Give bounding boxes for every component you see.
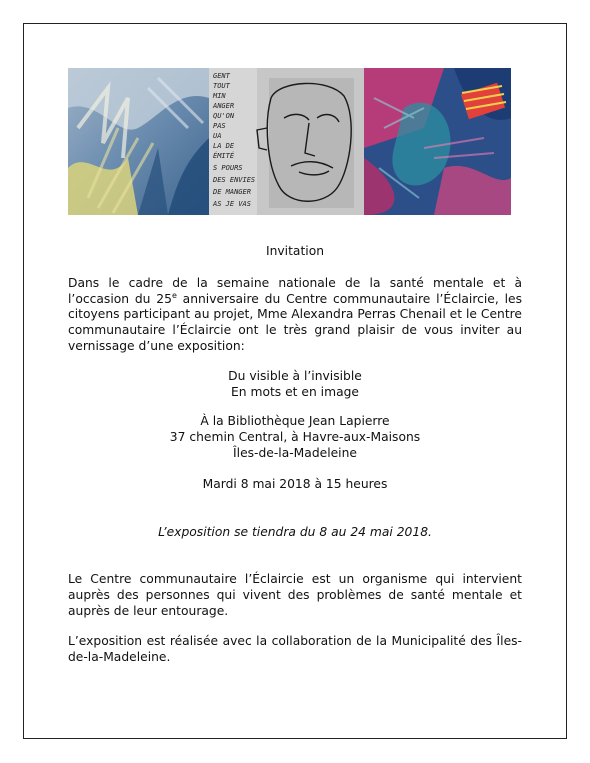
venue-name: À la Bibliothèque Jean Lapierre <box>200 414 390 429</box>
artwork-text-line: DE MANGER <box>213 188 251 196</box>
artwork-text-line: AS JE VAS <box>213 200 251 208</box>
artwork-text-line: UA <box>213 132 222 140</box>
artwork-panel-abstract-magenta <box>364 68 511 215</box>
artwork-text-line: MIN <box>213 92 226 100</box>
venue-region: Îles-de-la-Madeleine <box>233 445 357 460</box>
event-datetime: Mardi 8 mai 2018 à 15 heures <box>202 476 388 491</box>
intro-paragraph <box>68 276 522 355</box>
artwork-text-line: TOUT <box>213 82 230 90</box>
intro-text-part2: anniversaire du Centre communautaire l’Éclaircie, les citoyens participant au projet, Mme Alexandra Perras Chenail et le Centre communautaire l’Éclaircie ont le très grand plaisir de vous inviter au vernissage d’une exposition: <box>68 291 522 353</box>
artwork-text-line: QU'ON <box>213 112 235 120</box>
intro-text-part1: Dans le cadre de la semaine nationale de la santé mentale et à l’occasion du 25 <box>68 275 522 306</box>
exhibition-title-line1: Du visible à l’invisible <box>228 368 362 383</box>
artwork-text-line: ÉMITÉ <box>213 152 235 160</box>
venue-address: 37 chemin Central, à Havre-aux-Maisons <box>169 430 421 445</box>
artwork-banner <box>68 68 511 215</box>
artwork-text-line: LA DE <box>213 142 235 150</box>
artwork-text-line: DES ENVIES <box>213 176 256 184</box>
invitation-body <box>68 244 522 665</box>
invitation-title: Invitation <box>265 244 325 258</box>
artwork-text-line: S POURS <box>213 164 243 172</box>
artwork-text-line: ANGER <box>213 102 235 110</box>
about-paragraph: Le Centre communautaire l’Éclaircie est un organisme qui intervient auprès des personnes qui vivent des problèmes de santé mentale et auprès de leur entourage. <box>68 572 522 618</box>
artwork-text-line: GENT <box>213 72 230 80</box>
exhibition-title-line2: En mots et en image <box>231 384 359 399</box>
artwork-panel-sketch <box>209 68 364 215</box>
artwork-text-line: PAS <box>213 122 226 130</box>
collaboration-paragraph: L’exposition est réalisée avec la collaboration de la Municipalité des Îles-de-la-Madeleine. <box>68 633 522 664</box>
ordinal-suffix: e <box>171 290 177 300</box>
artwork-panel-abstract-blue <box>68 68 209 215</box>
exhibition-duration: L’exposition se tiendra du 8 au 24 mai 2018. <box>158 524 432 539</box>
